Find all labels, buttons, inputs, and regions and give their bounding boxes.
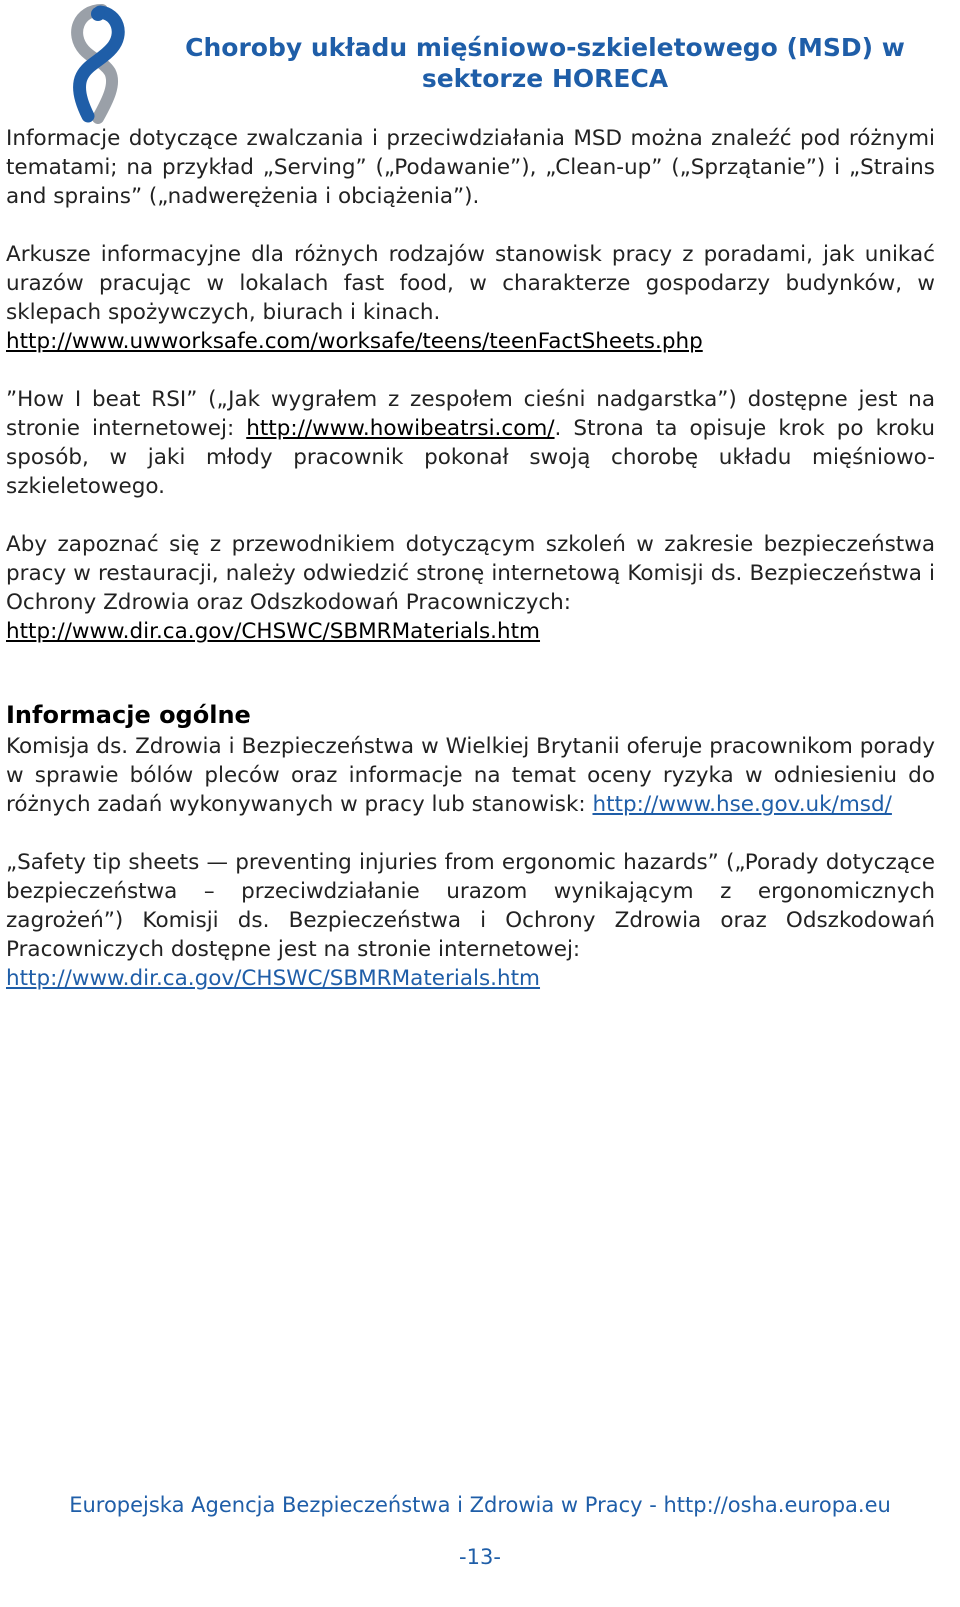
paragraph-msd-topics: Informacje dotyczące zwalczania i przeciwdziałania MSD można znaleźć pod różnymi tematami; na przykład „Serving” („Podawanie”), „Clean-up” („Sprzątanie”) i „Strains and sprains” („nadwerężenia i obciążenia”).: [6, 126, 935, 209]
paragraph-hse: [6, 732, 935, 819]
document-title: Choroby układu mięśniowo-szkieletowego (MSD) w sektorze HORECA: [185, 33, 905, 93]
chswc-link[interactable]: http://www.dir.ca.gov/CHSWC/SBMRMaterials.htm: [6, 619, 541, 644]
paragraph-text: ”How I beat RSI” („Jak wygrałem z zespołem cieśni nadgarstka”) dostępne jest na stronie internetowej:: [6, 387, 935, 441]
page-number: -13-: [459, 1545, 501, 1569]
paragraph-fact-sheets: [6, 240, 935, 356]
hse-msd-link[interactable]: http://www.hse.gov.uk/msd/: [592, 792, 892, 817]
uwworksafe-link[interactable]: http://www.uwworksafe.com/worksafe/teens/teenFactSheets.php: [6, 329, 703, 354]
paragraph-restaurant-training: [6, 530, 935, 646]
paragraph-how-i-beat-rsi: [6, 385, 935, 501]
paragraph-text: . Strona ta opisuje krok po kroku sposób, w jaki młody pracownik pokonał swoją chorobę układu mięśniowo-szkieletowego.: [6, 416, 935, 499]
section-heading: Informacje ogólne: [6, 701, 251, 729]
document-body: [6, 124, 935, 1022]
paragraph-text: Aby zapoznać się z przewodnikiem dotyczącym szkoleń w zakresie bezpieczeństwa pracy w restauracji, należy odwiedzić stronę internetową Komisji ds. Bezpieczeństwa i Ochrony Zdrowia oraz Odszkodowań Pracowniczych:: [6, 532, 935, 615]
paragraph-text: Arkusze informacyjne dla różnych rodzajów stanowisk pracy z poradami, jak unikać urazów pracując w lokalach fast food, w charakterze gospodarzy budynków, w sklepach spożywczych, biurach i kinach.: [6, 242, 935, 325]
chswc-link-2[interactable]: http://www.dir.ca.gov/CHSWC/SBMRMaterials.htm: [6, 966, 541, 991]
paragraph-text: „Safety tip sheets — preventing injuries from ergonomic hazards” („Porady dotyczące bezpieczeństwa – przeciwdziałanie urazom wynikającym z ergonomicznych zagrożeń”) Komisji ds. Bezpieczeństwa i Ochrony Zdrowia oraz Odszkodowań Pracowniczych dostępne jest na stronie internetowej:: [6, 850, 935, 962]
page-footer: Europejska Agencja Bezpieczeństwa i Zdrowia w Pracy - http://osha.europa.eu: [69, 1493, 891, 1517]
section-spacer: [6, 675, 935, 702]
paragraph-safety-tip-sheets: [6, 848, 935, 993]
paragraph-text: Komisja ds. Zdrowia i Bezpieczeństwa w Wielkiej Brytanii oferuje pracownikom porady w sprawie bólów pleców oraz informacje na temat oceny ryzyka w odniesieniu do różnych zadań wykonywanych w pracy lub stanowisk:: [6, 734, 935, 817]
page-header: [0, 0, 960, 125]
howibeatrsi-link[interactable]: http://www.howibeatrsi.com/: [246, 416, 555, 441]
osha-logo-icon: [58, 4, 138, 124]
